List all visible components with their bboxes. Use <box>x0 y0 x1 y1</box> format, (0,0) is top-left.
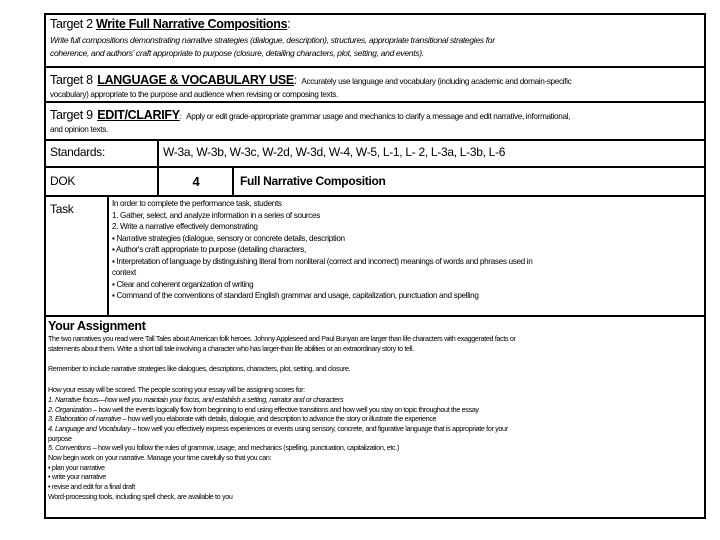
task-line: 1. Gather, select, and analyze information in a series of sources <box>112 210 320 220</box>
divider <box>44 101 706 103</box>
task-label: Task <box>50 202 74 216</box>
target-8-section <box>50 71 700 101</box>
task-content <box>112 198 702 302</box>
assignment-reminder: Remember to include narrative strategies like dialogues, descriptions, characters, plot, setting, and closure. <box>48 364 351 374</box>
target-8-title: LANGUAGE & VOCABULARY USE <box>97 73 294 87</box>
criterion-name: 5. Conventions <box>48 443 92 453</box>
target-8-desc-cont: vocabulary) appropriate to the purpose and audience when revising or composing texts. <box>50 90 338 99</box>
target-9-label: Target 9 <box>50 108 93 122</box>
closing-line: • plan your narrative <box>48 462 105 472</box>
closing-line: Word-processing tools, including spell check, are available to you <box>48 491 233 501</box>
target-8-label: Target 8 <box>50 73 93 87</box>
divider <box>44 166 706 168</box>
criterion-desc: —how well you maintain your focus, and establish a setting, narrator and or characters <box>98 394 344 404</box>
criterion <box>48 395 702 405</box>
criterion-desc: – how well you elaborate with details, dialogue, and description to advance the story or illustrate the experience <box>120 414 437 424</box>
scoring-intro: How your essay will be scored. The people scoring your essay will be assigning scores for: <box>48 385 305 395</box>
criterion <box>48 414 702 424</box>
divider <box>44 195 706 197</box>
colon: : <box>179 112 182 121</box>
criterion <box>48 434 702 444</box>
divider <box>44 315 706 317</box>
closing-line: • write your narrative <box>48 472 106 482</box>
task-line: ▪ Interpretation of language by distinguishing literal from nonliteral (correct and incorrect) meanings of words and phrases used in <box>112 256 533 266</box>
target-8-desc: Accurately use language and vocabulary (including academic and domain-specific <box>301 77 572 86</box>
closing-line: Now begin work on your narrative. Manage your time carefully so that you can: <box>48 453 272 463</box>
target-9-desc: Apply or edit grade-appropriate grammar usage and mechanics to clarify a message and edit narrative, informational, <box>186 112 571 121</box>
dok-label: DOK <box>50 174 76 188</box>
divider <box>44 139 706 141</box>
task-line: 2. Write a narrative effectively demonstrating <box>112 222 258 231</box>
task-line: ▪ Author's craft appropriate to purpose (detailing characters, <box>112 245 306 254</box>
assignment-section <box>48 318 702 502</box>
task-line: ▪ Clear and coherent organization of writing <box>112 279 254 289</box>
criterion-name: 2. Organization <box>48 404 92 414</box>
task-line: In order to complete the performance task, students <box>112 199 282 208</box>
criterion-desc: – how well you effectively express experiences or events using sensory, concrete, and figurative language that is appropriate for your <box>130 423 508 433</box>
criterion-desc: – how well the events logically flow from beginning to end using effective transitions and how well you stay on topic throughout the essay <box>91 404 479 414</box>
standards-value: W-3a, W-3b, W-3c, W-2d, W-3d, W-4, W-5, L-1, L- 2, L-3a, L-3b, L-6 <box>163 145 506 159</box>
standards-label: Standards: <box>50 145 106 159</box>
divider <box>107 195 109 316</box>
target-9-section <box>50 106 700 136</box>
task-line: ▪ Command of the conventions of standard English grammar and usage, capitalization, punctuation and spelling <box>112 291 479 300</box>
target-9-desc-cont: and opinion texts. <box>50 125 108 134</box>
task-line: ▪ Narrative strategies (dialogue, sensory or concrete details, description <box>112 233 345 243</box>
target-2-desc: Write full compositions demonstrating narrative strategies (dialogue, description), structures, appropriate transitional strategies for <box>50 35 495 45</box>
dok-value: 4 <box>192 174 200 189</box>
assignment-intro: The two narratives you read were Tall Tales about American folk heroes. Johnny Appleseed and Paul Bunyan are larger than life characters with exaggerated facts or <box>48 334 516 343</box>
criterion-name: 4. Language and Vocabulary <box>48 423 131 433</box>
closing-line: • revise and edit for a final draft <box>48 482 135 492</box>
colon: : <box>287 17 291 31</box>
criterion-desc: – how well you follow the rules of grammar, usage, and mechanics (spelling, punctuation, capitalization, etc.) <box>91 443 399 453</box>
criterion <box>48 424 702 434</box>
criterion <box>48 443 702 453</box>
target-9-title: EDIT/CLARIFY <box>97 108 180 122</box>
target-2-label: Target 2 <box>50 17 93 31</box>
dok-title: Full Narrative Composition <box>240 174 386 188</box>
criterion-desc: purpose <box>48 433 72 443</box>
criterion-name: 1. Narrative focus <box>48 394 99 404</box>
assignment-intro: statements about them. Write a short tall tale involving a character who has larger-than life abilities or an extraordinary story to tell. <box>48 343 414 353</box>
target-2-title: Write Full Narrative Compositions <box>95 17 288 31</box>
target-2-desc: coherence, and authors' craft appropriate to purpose (closure, detailing characters, plot, setting, and events). <box>50 48 424 58</box>
criterion-name: 3. Elaboration of narrative <box>48 414 121 424</box>
divider <box>44 66 706 68</box>
task-line: context <box>112 268 136 277</box>
criterion <box>48 405 702 415</box>
assignment-title: Your Assignment <box>48 319 146 333</box>
colon: : <box>293 73 297 87</box>
target-2-section <box>50 17 700 60</box>
